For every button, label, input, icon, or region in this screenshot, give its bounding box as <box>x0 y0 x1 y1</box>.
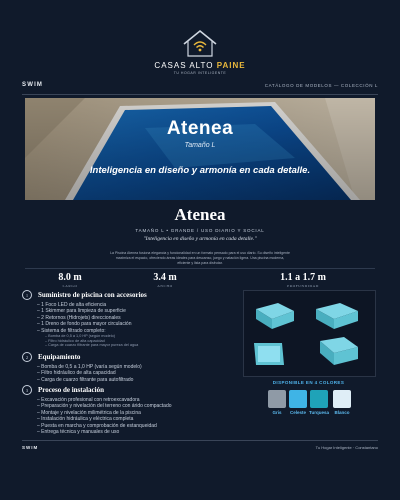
color-swatch-turquesa <box>310 390 328 408</box>
brand-name-main: CASAS ALTO <box>154 61 214 70</box>
color-swatch-celeste <box>289 390 307 408</box>
color-label: Gris <box>272 410 282 415</box>
footer-note: Tu Hogar Inteligente · Constantano <box>315 445 378 450</box>
color-swatch-gris <box>268 390 286 408</box>
list-item: – Filtro hidráulico de alta capacidad <box>37 370 116 377</box>
section-heading <box>22 290 232 300</box>
dimension-value: 1.1 a 1.7 m <box>280 272 326 283</box>
dimension-label: LARGO <box>62 284 78 288</box>
section-number: 3 <box>22 385 32 395</box>
collection-code: SWIM <box>22 82 44 88</box>
section-title: Proceso de instalación <box>38 386 104 394</box>
model-tagline: "Inteligencia en diseño y armonía en cada detalle." <box>143 236 257 242</box>
catalog-label: CATÁLOGO DE MODELOS — COLECCIÓN L <box>264 83 378 88</box>
list-item: – 2 Retornos (Hidrojets) direccionales <box>37 314 121 321</box>
dimension-depth <box>253 272 353 288</box>
dimension-value: 8.0 m <box>58 272 82 283</box>
list-subitem: – Carga de cuarzo filtrante para mayor pureza del agua <box>45 343 139 348</box>
list-item: – Instalación hidráulica y eléctrica completa <box>37 416 134 423</box>
section-heading <box>22 352 232 362</box>
list-item: – 1 Foco LED de alta eficiencia <box>37 302 107 308</box>
dimension-label: ANCHO <box>157 284 173 288</box>
brand-logo <box>0 26 400 75</box>
footer-code: SWIM <box>22 445 39 450</box>
section-installation <box>22 385 232 435</box>
pool-render-image <box>243 290 376 377</box>
list-item: – Sistema de filtrado completo: <box>37 327 106 334</box>
color-label: Celeste <box>289 410 306 415</box>
list-item: – Puesta en marcha y comprobación de estanqueidad <box>37 422 157 429</box>
list-subitem: – Filtro hidráulico de alta capacidad <box>45 338 105 343</box>
pool-shells-illustration <box>244 291 375 376</box>
list-item: – Preparación y nivelación del terreno con árido compactado <box>37 403 172 410</box>
list-item: – Montaje y nivelación milimétrica de la piscina <box>37 409 141 416</box>
colors-heading: DISPONIBLE EN 4 COLORES <box>272 380 345 385</box>
list-item: – Bomba de 0,5 a 1,0 HP (varía según modelo) <box>37 364 142 370</box>
color-label: Blanco <box>334 410 350 415</box>
brand-name-accent: PAINE <box>216 61 246 70</box>
header-bar <box>22 82 378 95</box>
color-swatch-blanco <box>333 390 351 408</box>
list-item: – Excavación profesional con retroexcavadora <box>37 397 140 403</box>
section-supply <box>22 290 232 348</box>
hero-size: Tamaño L <box>184 142 216 149</box>
list-item: – 1 Skimmer para limpieza de superficie <box>37 308 126 315</box>
list-subitem: – Bomba de 0,5 a 1,0 HP (según modelo) <box>45 334 116 339</box>
dimension-value: 3.4 m <box>153 272 177 283</box>
color-label: Turquesa <box>309 410 329 415</box>
dimensions-row <box>25 268 375 291</box>
hero-tagline: Inteligencia en diseño y armonía en cada detalle. <box>89 165 311 176</box>
pool-photo <box>25 98 375 200</box>
footer <box>22 440 378 450</box>
list-item: – Carga de cuarzo filtrante para autofiltrado <box>37 376 134 383</box>
brand-name <box>0 61 400 70</box>
model-title: Atenea <box>174 205 226 224</box>
model-meta: TAMAÑO L • GRANDE / USO DIARIO Y SOCIAL <box>135 228 265 233</box>
list-item: – 1 Dreno de fondo para mayor circulación <box>37 321 132 328</box>
brand-subtitle: TU HOGAR INTELIGENTE <box>173 71 227 75</box>
section-heading <box>22 385 232 395</box>
section-title: Equipamiento <box>38 353 81 361</box>
house-wifi-icon <box>178 26 222 60</box>
dimension-length <box>30 272 110 288</box>
section-equipment <box>22 352 232 383</box>
section-number: 2 <box>22 352 32 362</box>
section-number: 1 <box>22 290 32 300</box>
section-title: Suministro de piscina con accesorios <box>38 291 147 299</box>
hero-title: Atenea <box>166 118 234 139</box>
hero-banner <box>25 98 375 200</box>
dimension-width <box>125 272 205 288</box>
dimension-label: PROFUNDIDAD <box>287 284 319 288</box>
list-item: – Entrega técnica y manuales de uso <box>37 429 120 436</box>
model-description: La Piscina Atenea fusiona elegancia y funcionalidad en un formato pensado para el uso diario. Su diseño inteligente maximiza el espacio, ofreciendo áreas ideales para descanso, juego y natación ligera. Una piscina moderna, eficiente y lista para disfrutar. <box>110 251 290 265</box>
